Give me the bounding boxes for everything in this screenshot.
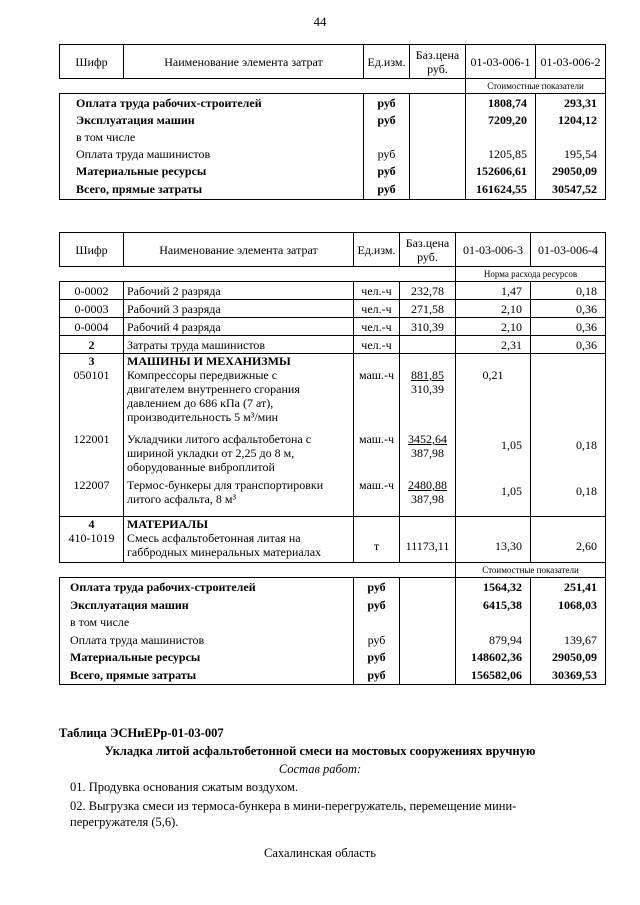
row-unit: чел.-ч [354,300,400,318]
table-title: Таблица ЭСНиЕРр-01-03-007 [59,726,224,740]
row-unit: руб [364,146,410,163]
row-unit: руб [364,180,410,200]
table-row [60,578,606,596]
group-name: МАШИНЫ И МЕХАНИЗМЫ [124,354,354,369]
group-name: МАТЕРИАЛЫ [124,516,354,531]
row-name: Материальные ресурсы [60,163,364,180]
row-name: Рабочий 2 разряда [124,282,354,300]
section-label: Стоимостные показатели [456,563,606,578]
header-col2: 01-03-006-4 [531,233,606,267]
row-unit: руб [364,112,410,129]
row-value-1: 161624,55 [466,180,536,200]
row-name: Оплата труда машинистов [60,146,364,163]
row-name: в том числе [60,614,354,631]
table-row [60,649,606,666]
row-value-2: 0,18 [531,478,606,516]
row-value-1: 2,31 [456,336,531,354]
row-name: Укладчики литого асфальтобетона с шириной укладки от 2,25 до 8 м, оборудованные виброплитой [124,432,354,478]
row-code: 0-0002 [60,282,124,300]
row-value-2: 0,36 [531,300,606,318]
row-code: 122007 [60,478,124,516]
row-price: 310,39 [400,318,456,336]
header-base-price: Баз.цена руб. [400,233,456,267]
table-row [60,282,606,300]
cost-table-1 [59,44,606,200]
work-item-2-cont: перегружателя (5,6). [70,815,179,829]
row-value-1: 7209,20 [466,112,536,129]
row-value-2: 0,18 [531,282,606,300]
row-value-1: 1808,74 [466,94,536,112]
row-name: в том числе [60,129,364,146]
row-unit: руб [364,163,410,180]
table-row [60,336,606,354]
section-label: Норма расхода ресурсов [456,267,606,282]
row-unit: т [354,531,400,563]
row-unit: руб [364,94,410,112]
group-row [60,354,606,369]
row-name: Эксплуатация машин [60,596,354,614]
group-code: 4 [60,516,124,531]
row-unit: маш.-ч [354,478,400,516]
row-unit: руб [354,649,400,666]
row-code: 0-0004 [60,318,124,336]
row-unit: чел.-ч [354,282,400,300]
row-name: Материальные ресурсы [60,649,354,666]
work-item-2: 02. Выгрузка смеси из термоса-бункера в мини-перегружатель, перемещение мини- [70,799,517,813]
works-title: Состав работ: [278,762,362,776]
row-unit: руб [354,631,400,649]
row-price: 11173,11 [400,531,456,563]
row-value-2: 0,36 [531,318,606,336]
row-price: 271,58 [400,300,456,318]
row-value-2: 195,54 [536,146,606,163]
table-header [60,233,606,267]
work-item-1: 01. Продувка основания сжатым воздухом. [70,780,299,794]
table-row [60,614,606,631]
row-value-1: 1,05 [456,478,531,516]
row-name: Оплата труда машинистов [60,631,354,649]
row-unit: руб [354,666,400,685]
norms-table-2 [59,232,606,685]
row-value-1: 152606,61 [466,163,536,180]
header-name: Наименование элемента затрат [124,45,364,79]
group-row [60,516,606,531]
table-row [60,368,606,432]
table-row [60,596,606,614]
row-code: 410-1019 [60,531,124,563]
table-row [60,300,606,318]
table-row [60,146,606,163]
header-name: Наименование элемента затрат [124,233,354,267]
row-value-1: 0,21 [456,368,531,432]
table-row [60,531,606,563]
row-name: Рабочий 4 разряда [124,318,354,336]
row-value-1: 1205,85 [466,146,536,163]
header-unit: Ед.изм. [354,233,400,267]
row-value-2: 30369,53 [531,666,606,685]
row-value-1: 2,10 [456,300,531,318]
row-name: Смесь асфальтобетонная литая на габбродных минеральных материалах [124,531,354,563]
row-code: 0-0003 [60,300,124,318]
row-name: Оплата труда рабочих-строителей [60,94,364,112]
header-col1: 01-03-006-1 [466,45,536,79]
table-row [60,478,606,516]
region-footer: Сахалинская область [264,846,376,860]
row-value-2: 29050,09 [536,163,606,180]
row-code: 2 [60,336,124,354]
row-value-2: 2,60 [531,531,606,563]
row-value-2: 0,36 [531,336,606,354]
row-value-2: 0,18 [531,432,606,478]
row-value-2: 139,67 [531,631,606,649]
row-value-1: 148602,36 [456,649,531,666]
header-code: Шифр [60,45,124,79]
section-label: Стоимостные показатели [466,79,606,94]
row-value-1: 6415,38 [456,596,531,614]
row-value-2: 293,31 [536,94,606,112]
row-value-2: 29050,09 [531,649,606,666]
header-col2: 01-03-006-2 [536,45,606,79]
header-code: Шифр [60,233,124,267]
table-row [60,631,606,649]
row-value-1: 156582,06 [456,666,531,685]
row-value-2: 1204,12 [536,112,606,129]
row-name: Всего, прямые затраты [60,180,364,200]
row-name: Термос-бункеры для транспортировки литого асфальта, 8 м³ [124,478,354,516]
row-value-1: 1564,32 [456,578,531,596]
row-price: 3452,64 387,98 [400,432,456,478]
row-value-1: 2,10 [456,318,531,336]
row-name: Затраты труда машинистов [124,336,354,354]
row-name: Компрессоры передвижные с двигателем внутреннего сгорания давлением до 686 кПа (7 ат), производительность 5 м³/мин [124,368,354,432]
page-number: 44 [313,14,327,29]
row-name: Всего, прямые затраты [60,666,354,685]
row-value-1: 1,05 [456,432,531,478]
table-row [60,112,606,129]
header-col1: 01-03-006-3 [456,233,531,267]
table-row [60,318,606,336]
row-value-2 [531,368,606,432]
header-base-price: Баз.цена руб. [410,45,466,79]
table-row [60,129,606,146]
row-unit: маш.-ч [354,432,400,478]
row-unit: маш.-ч [354,368,400,432]
row-unit: чел.-ч [354,318,400,336]
row-value-2: 30547,52 [536,180,606,200]
row-unit: руб [354,578,400,596]
table-row [60,163,606,180]
row-name: Эксплуатация машин [60,112,364,129]
row-price: 2480,88 387,98 [400,478,456,516]
row-value-2: 251,41 [531,578,606,596]
table-subtitle: Укладка литой асфальтобетонной смеси на мостовых сооружениях вручную [104,744,536,758]
row-price: 881,85 310,39 [400,368,456,432]
row-value-2: 1068,03 [531,596,606,614]
row-value-1: 13,30 [456,531,531,563]
table-row [60,94,606,112]
table-header [60,45,606,79]
row-name: Оплата труда рабочих-строителей [60,578,354,596]
table-row [60,432,606,478]
row-name: Рабочий 3 разряда [124,300,354,318]
table-row [60,180,606,200]
table-row [60,666,606,685]
row-unit: руб [354,596,400,614]
header-unit: Ед.изм. [364,45,410,79]
row-value-1: 1,47 [456,282,531,300]
row-value-1: 879,94 [456,631,531,649]
group-code: 3 [60,354,124,369]
row-unit: чел.-ч [354,336,400,354]
row-code: 050101 [60,368,124,432]
row-code: 122001 [60,432,124,478]
row-price: 232,78 [400,282,456,300]
